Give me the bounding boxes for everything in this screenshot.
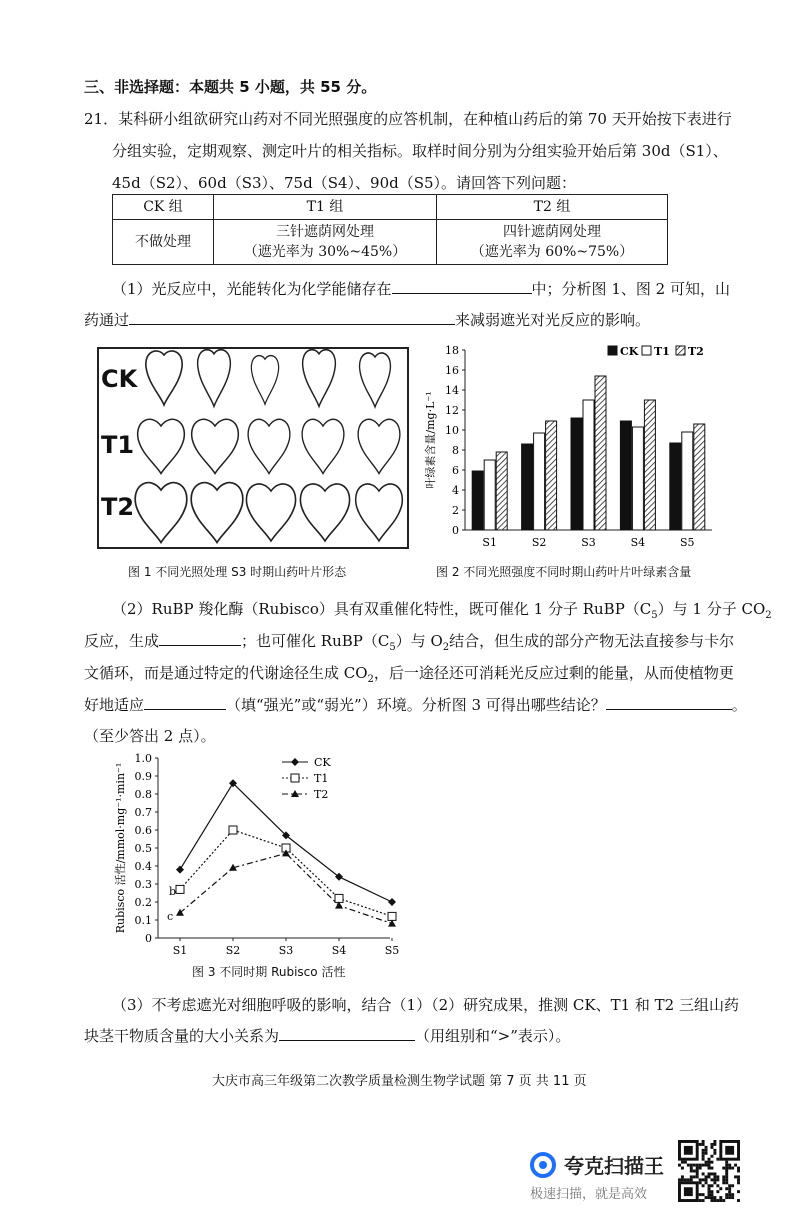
- fig2-bar-t1-s2: [534, 433, 545, 530]
- leaf-t2-1: [135, 483, 187, 543]
- part2-a: （2）RuBP 羧化酶（Rubisco）具有双重催化特性，既可催化 1 分子 RuBP（C: [112, 600, 652, 618]
- fig2-bar-ck-s5: [670, 443, 681, 530]
- fig2-legend-swatch-ck: [608, 346, 617, 355]
- part2-h: ，后一途径还可消耗光反应过剩的能量，从而使植物更: [373, 664, 734, 682]
- fig2-x-tick-label: S5: [680, 536, 695, 549]
- part2-b: ）与 1 分子 CO: [657, 600, 766, 618]
- fig2-bar-t1-s4: [632, 427, 643, 530]
- page-footer: 大庆市高三年级第二次教学质量检测生物学试题 第 7 页 共 11 页: [212, 1074, 587, 1089]
- part1-c: 药通过: [84, 311, 130, 329]
- fig2-bar-t1-s3: [583, 400, 594, 530]
- leaf-t2-2: [191, 483, 243, 543]
- fig3-x-tick-label: S2: [225, 944, 241, 957]
- fig1-caption: 图 1 不同光照处理 S3 时期山药叶片形态: [128, 565, 347, 579]
- fig3-legend-label: T1: [314, 772, 329, 785]
- fig3-x-tick-label: S5: [384, 944, 400, 957]
- fig3-legend-marker: [291, 758, 299, 766]
- fig3-annotation-c: c: [167, 910, 174, 923]
- fig3-line-t2: [180, 853, 392, 923]
- part2-line1: [112, 598, 772, 621]
- fig2-bar-t2-s5: [694, 424, 705, 530]
- quark-logo-icon: [530, 1152, 556, 1178]
- fig2-y-tick-label: 16: [445, 364, 459, 377]
- leaf-t1-4: [302, 419, 344, 473]
- part2-line2: [84, 630, 734, 653]
- fig2-bar-t1-s5: [682, 432, 693, 530]
- fig3-y-tick-label: 0.8: [134, 788, 152, 801]
- fig3-x-tick-label: S3: [278, 944, 294, 957]
- leaf-ck-5: [360, 353, 391, 407]
- part3-c: （用组别和“>”表示）。: [415, 1027, 571, 1045]
- fig3-point-t1-s2: [229, 826, 237, 834]
- part1-b: 中；分析图 1、图 2 可知，山: [531, 280, 730, 298]
- fig2-bar-t2-s3: [595, 376, 606, 530]
- leaf-t1-2: [192, 419, 239, 473]
- part2-g: 文循环，而是通过特定的代谢途径生成 CO: [84, 664, 368, 682]
- sub-2c: 2: [367, 674, 374, 685]
- blank-4: [144, 695, 226, 710]
- fig3-y-tick-label: 0.9: [134, 770, 152, 783]
- fig3-point-t1-s1: [176, 885, 184, 893]
- part1-a: （1）光反应中，光能转化为化学能储存在: [112, 280, 392, 298]
- fig2-bar-t2-s1: [496, 452, 507, 530]
- fig1-label-t1: T1: [101, 431, 135, 459]
- fig3-line-ck: [180, 783, 392, 902]
- brand-name: 夸克扫描王: [564, 1154, 664, 1178]
- table-cell-t1: [214, 220, 437, 265]
- fig2-x-tick-label: S4: [630, 536, 646, 549]
- part2-i: 好地适应: [84, 696, 145, 714]
- t1-line1: 三针遮荫网处理: [276, 224, 374, 240]
- q21-line1: 21．某科研小组欲研究山药对不同光照强度的应答机制，在种植山药后的第 70 天开始按下表进行: [84, 110, 732, 128]
- fig3-x-tick-label: S4: [331, 944, 347, 957]
- fig3-y-tick-label: 0.3: [134, 878, 152, 891]
- fig2-y-label: 叶绿素含量/mg·L⁻¹: [424, 391, 437, 489]
- fig3-legend-marker: [291, 774, 299, 782]
- fig2-y-tick-label: 2: [452, 504, 459, 517]
- table-header-t1: T1 组: [214, 195, 437, 220]
- part2-j: （填“强光”或“弱光”）环境。分析图 3 可得出哪些结论？: [226, 696, 606, 714]
- fig2-bar-t2-s2: [546, 421, 557, 530]
- part1-d: 来减弱遮光对光反应的影响。: [455, 311, 651, 329]
- part1-line1: [112, 278, 730, 299]
- section-title: 三、非选择题：本题共 5 小题，共 55 分。: [84, 78, 377, 96]
- fig2-legend-swatch-t1: [642, 346, 651, 355]
- fig3-point-t1-s4: [335, 894, 343, 902]
- part3-b: 块茎干物质含量的大小关系为: [84, 1027, 280, 1045]
- table-header-t2: T2 组: [437, 195, 668, 220]
- fig2-y-tick-label: 12: [445, 404, 459, 417]
- fig2-legend-swatch-t2: [676, 346, 685, 355]
- table-cell-ck: 不做处理: [113, 220, 214, 265]
- sub-5a: 5: [651, 610, 658, 621]
- fig3-point-ck-s5: [388, 898, 396, 906]
- fig2-legend-label: T1: [654, 345, 670, 358]
- fig3-x-tick-label: S1: [172, 944, 188, 957]
- leaf-t1-1: [138, 419, 185, 473]
- fig2-bar-ck-s1: [472, 471, 483, 530]
- fig2-y-tick-label: 18: [445, 344, 459, 357]
- fig2-y-tick-label: 8: [452, 444, 459, 457]
- fig3-y-tick-label: 0.2: [134, 896, 152, 909]
- fig2-bar-ck-s4: [620, 421, 631, 530]
- part2-k: 。: [731, 696, 747, 714]
- part2-e: ）与 O: [395, 632, 443, 650]
- blank-6: [279, 1026, 415, 1041]
- fig3-y-tick-label: 0.4: [134, 860, 152, 873]
- fig3-point-t1-s5: [388, 912, 396, 920]
- leaf-ck-3: [251, 356, 278, 405]
- part2-d: ；也可催化 RuBP（C: [241, 632, 390, 650]
- t1-line2: （遮光率为 30%~45%）: [243, 244, 407, 260]
- fig2-bar-t2-s4: [644, 400, 655, 530]
- part3-line2: [84, 1025, 570, 1046]
- blank-3: [159, 631, 241, 646]
- grouping-table: [112, 194, 668, 265]
- fig1-label-ck: CK: [101, 365, 138, 393]
- sub-5b: 5: [389, 642, 396, 653]
- fig3-point-ck-s1: [176, 866, 184, 874]
- q21-line2: 分组实验，定期观察、测定叶片的相关指标。取样时间分别为分组实验开始后第 30d（S1）、: [112, 142, 728, 160]
- fig2-bar-ck-s3: [571, 418, 582, 530]
- leaf-ck-1: [146, 351, 182, 405]
- leaf-ck-4: [303, 350, 336, 407]
- fig3-y-tick-label: 0.1: [134, 914, 152, 927]
- table-header-ck: CK 组: [113, 195, 214, 220]
- blank-2: [129, 310, 455, 325]
- fig3-y-tick-label: 0: [145, 932, 152, 945]
- fig2-caption: 图 2 不同光照强度不同时期山药叶片叶绿素含量: [436, 565, 692, 579]
- fig2-y-tick-label: 4: [452, 484, 459, 497]
- part2-line3: [84, 662, 734, 685]
- fig2-bar-ck-s2: [522, 444, 533, 530]
- part2-c: 反应，生成: [84, 632, 160, 650]
- fig2-y-tick-label: 0: [452, 524, 459, 537]
- leaf-drawings: [99, 349, 407, 547]
- fig3-y-label: Rubisco 活性/mmol·mg⁻¹·min⁻¹: [114, 762, 127, 934]
- fig3-caption: 图 3 不同时期 Rubisco 活性: [192, 965, 346, 979]
- fig2-y-tick-label: 6: [452, 464, 459, 477]
- fig2-legend-label: CK: [620, 345, 639, 358]
- figure1-leaf-panel: [97, 347, 409, 549]
- t2-line2: （遮光率为 60%~75%）: [470, 244, 634, 260]
- figure2-bar-chart: [420, 340, 720, 558]
- leaf-t2-5: [356, 484, 403, 541]
- scanner-brand: [530, 1150, 664, 1179]
- fig2-y-tick-label: 14: [445, 384, 459, 397]
- fig2-legend-label: T2: [688, 345, 704, 358]
- figure3-line-chart: [110, 748, 400, 960]
- fig3-y-tick-label: 0.5: [134, 842, 152, 855]
- fig2-bar-t1-s1: [484, 460, 495, 530]
- fig2-x-tick-label: S1: [482, 536, 497, 549]
- leaf-t2-3: [246, 484, 295, 541]
- fig3-line-t1: [180, 830, 392, 916]
- q21-line3: 45d（S2）、60d（S3）、75d（S4）、90d（S5）。请回答下列问题：: [112, 174, 577, 192]
- fig3-y-tick-label: 0.6: [134, 824, 152, 837]
- part1-line2: [84, 309, 650, 330]
- leaf-t1-3: [248, 419, 290, 473]
- leaf-ck-2: [198, 350, 231, 407]
- fig3-annotation-b: b: [169, 884, 177, 898]
- part2-line4: [84, 694, 747, 715]
- fig2-x-tick-label: S3: [581, 536, 596, 549]
- leaf-t2-4: [300, 484, 349, 541]
- fig3-y-tick-label: 1.0: [134, 752, 152, 765]
- fig3-legend-label: CK: [314, 756, 331, 769]
- leaf-t1-5: [358, 419, 400, 473]
- fig1-label-t2: T2: [101, 493, 135, 521]
- blank-1: [392, 279, 532, 294]
- t2-line1: 四针遮荫网处理: [503, 224, 601, 240]
- part3-line1: （3）不考虑遮光对细胞呼吸的影响，结合（1）（2）研究成果，推测 CK、T1 和 T2 三组山药: [112, 996, 739, 1014]
- brand-slogan: 极速扫描，就是高效: [530, 1187, 648, 1202]
- fig3-y-tick-label: 0.7: [134, 806, 152, 819]
- part2-f: 结合，但生成的部分产物无法直接参与卡尔: [449, 632, 735, 650]
- qr-code-icon: [678, 1140, 740, 1202]
- fig2-y-tick-label: 10: [445, 424, 459, 437]
- sub-2a: 2: [765, 610, 772, 621]
- table-cell-t2: [437, 220, 668, 265]
- part2-line5: （至少答出 2 点）。: [84, 727, 216, 745]
- fig3-legend-label: T2: [314, 788, 329, 801]
- blank-5: [606, 695, 732, 710]
- sub-2b: 2: [442, 642, 450, 653]
- fig2-x-tick-label: S2: [531, 536, 547, 549]
